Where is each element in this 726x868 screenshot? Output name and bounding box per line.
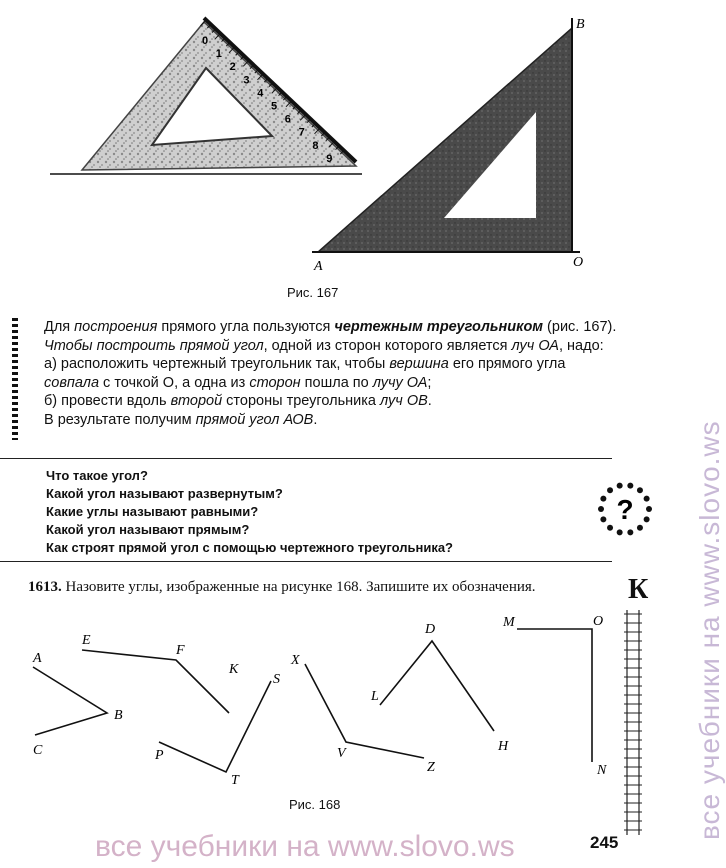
ruler-digit: 2 [229, 61, 236, 74]
label-D: D [425, 622, 436, 637]
ruler-digit: 8 [312, 139, 319, 152]
ruler-digit: 6 [284, 113, 291, 126]
ruler-digit: 4 [257, 87, 264, 100]
rule-paragraph-1: Для построения прямого угла пользуются чертежным треугольником (рис. 167). Чтобы построить прямой угол, одной из сторон которого является луч ОА, надо: [44, 319, 617, 354]
figure-167-caption: Рис. 167 [287, 285, 339, 300]
watermark-horizontal: все учебники на www.slovo.ws [95, 830, 515, 863]
label-B-167: B [576, 17, 585, 32]
label-A-167: A [314, 259, 323, 274]
page-number: 245 [590, 833, 619, 852]
ruler-digit: 5 [271, 100, 278, 113]
label-C: C [33, 743, 43, 758]
task-marker-icon: К [628, 574, 649, 605]
rule-paragraph-4: В результате получим прямой угол АОВ. [44, 411, 318, 428]
question-3: Какие углы называют равными? [46, 504, 259, 519]
question-5: Как строят прямой угол с помощью чертежного треугольника? [46, 540, 453, 555]
label-H: H [498, 739, 509, 754]
label-B: B [114, 708, 123, 723]
label-X: X [291, 653, 300, 668]
label-T: T [231, 773, 239, 788]
ruler-digit: 0 [202, 35, 209, 47]
angle-PTS [159, 681, 271, 772]
label-K: K [229, 662, 239, 677]
task-1613: 1613. Назовите углы, изображенные на рисунке 168. Запишите их обозначения. [28, 579, 536, 595]
svg-text:?: ? [616, 494, 634, 525]
angle-XVZ [305, 664, 424, 758]
ruler-digit: 3 [243, 74, 250, 87]
label-O: O [593, 614, 604, 629]
label-S: S [273, 672, 280, 687]
question-1: Что такое угол? [46, 468, 148, 483]
label-V: V [337, 746, 346, 761]
angle-MON [517, 629, 592, 762]
ruler-digit: 9 [326, 152, 333, 165]
rule-paragraph-2: а) расположить чертежный треугольник так, чтобы вершина его прямого угла совпала с точкой О, а одна из сторон пошла по лучу ОА; [44, 356, 566, 391]
label-A: A [33, 651, 42, 666]
label-O-167: O [573, 255, 584, 270]
label-F: F [176, 643, 185, 658]
angle-LDH [380, 641, 494, 731]
question-4: Какой угол называют прямым? [46, 522, 250, 537]
ruler-digit: 1 [215, 48, 222, 61]
question-2: Какой угол называют развернутым? [46, 486, 283, 501]
angle-EFK [82, 650, 229, 713]
rule-paragraph-3: б) провести вдоль второй стороны треугольника луч ОВ. [44, 393, 432, 409]
label-M: M [503, 615, 515, 630]
ruler-digit: 7 [298, 126, 305, 139]
label-E: E [82, 633, 91, 648]
label-Z: Z [427, 760, 435, 775]
figure-168-caption: Рис. 168 [289, 797, 341, 812]
angle-ABC [33, 667, 107, 735]
label-P: P [155, 748, 164, 763]
watermark-vertical: все учебники на www.slovo.ws [694, 420, 725, 840]
label-L: L [371, 689, 379, 704]
label-N: N [597, 763, 607, 778]
